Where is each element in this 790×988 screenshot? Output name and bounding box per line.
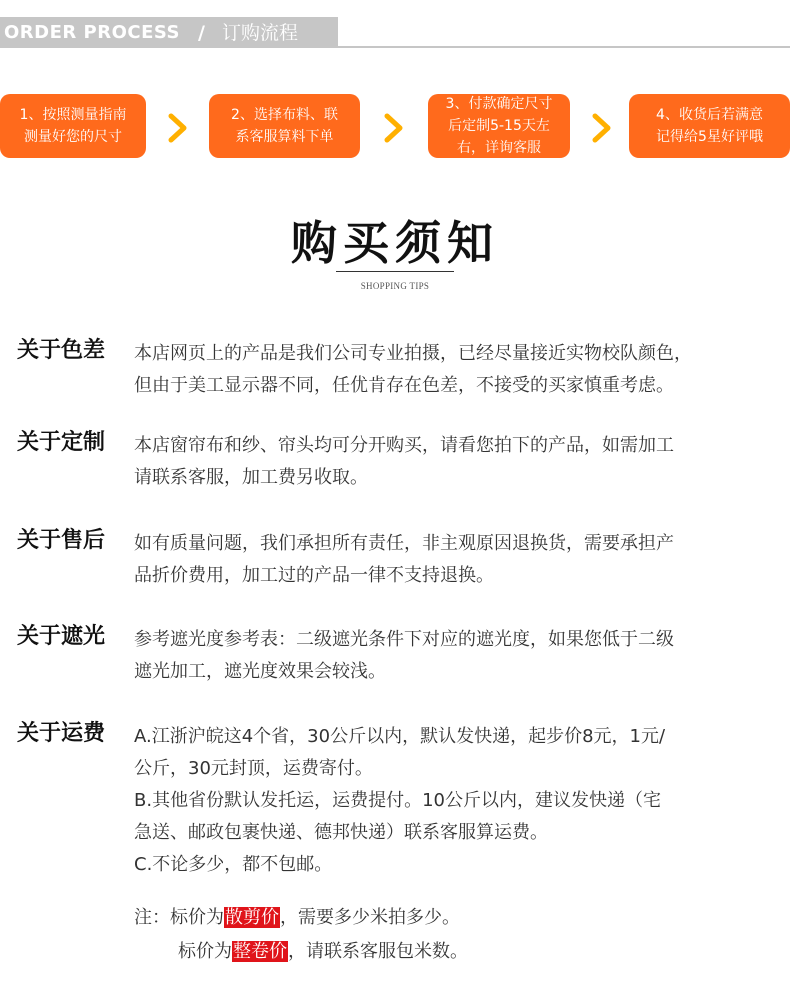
header-title-en: ORDER PROCESS — [4, 22, 181, 43]
note-prefix: 标价为 — [178, 941, 232, 962]
header-title-cn: 订购流程 — [222, 22, 299, 44]
note-prefix: 注：标价为 — [134, 907, 224, 928]
section-line: 但由于美工显示器不同，任优肯存在色差，不接受的买家慎重考虑。 — [134, 375, 674, 396]
process-step-2-text: 2、选择布料、联 系客服算料下单 — [231, 107, 338, 145]
note-cut-price — [134, 901, 754, 935]
section-line: C.不论多少，都不包邮。 — [134, 854, 333, 875]
roll-price-highlight: 整卷价 — [233, 941, 287, 962]
order-process-header — [0, 0, 790, 48]
title-divider — [336, 271, 454, 272]
price-notes — [134, 901, 754, 969]
note-roll-price — [134, 935, 754, 969]
process-step-4 — [629, 94, 790, 158]
section-label: 关于遮光 — [17, 624, 106, 649]
process-step-1 — [0, 94, 146, 158]
note-suffix: ，请联系客服包米数。 — [288, 941, 468, 962]
process-step-3-text: 3、付款确定尺寸 后定制5-15天左 右，详询客服 — [445, 96, 553, 156]
section-line: 参考遮光度参考表：二级遮光条件下对应的遮光度，如果您低于二级 — [134, 629, 674, 650]
section-label: 关于运费 — [17, 721, 106, 746]
section-label: 关于定制 — [17, 430, 106, 455]
process-step-2 — [209, 94, 360, 158]
chevron-right-icon — [590, 112, 614, 144]
shopping-tips-title: 购买须知 — [291, 216, 499, 270]
header-separator: / — [198, 22, 205, 44]
note-suffix: ，需要多少米拍多少。 — [280, 907, 460, 928]
section-label: 关于色差 — [17, 338, 106, 363]
process-step-4-text: 4、收货后若满意 记得给5星好评哦 — [656, 107, 763, 145]
shopping-tips-subtitle: SHOPPING TIPS — [360, 281, 430, 291]
section-line: 急送、邮政包裹快递、德邦快递）联系客服算运费。 — [134, 822, 548, 843]
section-text — [134, 721, 784, 881]
section-line: 品折价费用，加工过的产品一律不支持退换。 — [134, 565, 494, 586]
section-text — [134, 528, 784, 592]
section-line: 遮光加工，遮光度效果会较浅。 — [134, 661, 386, 682]
header-underline — [0, 46, 790, 48]
section-label: 关于售后 — [17, 528, 106, 553]
section-line: 如有质量问题，我们承担所有责任，非主观原因退换货，需要承担产 — [134, 533, 674, 554]
section-line: 请联系客服，加工费另收取。 — [134, 467, 368, 488]
cut-price-highlight: 散剪价 — [225, 907, 279, 928]
section-line: 公斤，30元封顶，运费寄付。 — [134, 758, 373, 779]
process-step-3 — [428, 94, 570, 158]
chevron-right-icon — [382, 112, 406, 144]
section-line: A.江浙沪皖这4个省，30公斤以内，默认发快递，起步价8元，1元/ — [134, 726, 666, 747]
section-line: 本店网页上的产品是我们公司专业拍摄，已经尽量接近实物校队颜色， — [134, 343, 692, 364]
section-text — [134, 430, 784, 494]
process-step-1-text: 1、按照测量指南 测量好您的尺寸 — [19, 107, 127, 145]
section-line: B.其他省份默认发托运，运费提付。10公斤以内，建议发快递（宅 — [134, 790, 661, 811]
section-text — [134, 338, 784, 402]
section-line: 本店窗帘布和纱、帘头均可分开购买，请看您拍下的产品，如需加工 — [134, 435, 674, 456]
chevron-right-icon — [166, 112, 190, 144]
section-text — [134, 624, 784, 688]
